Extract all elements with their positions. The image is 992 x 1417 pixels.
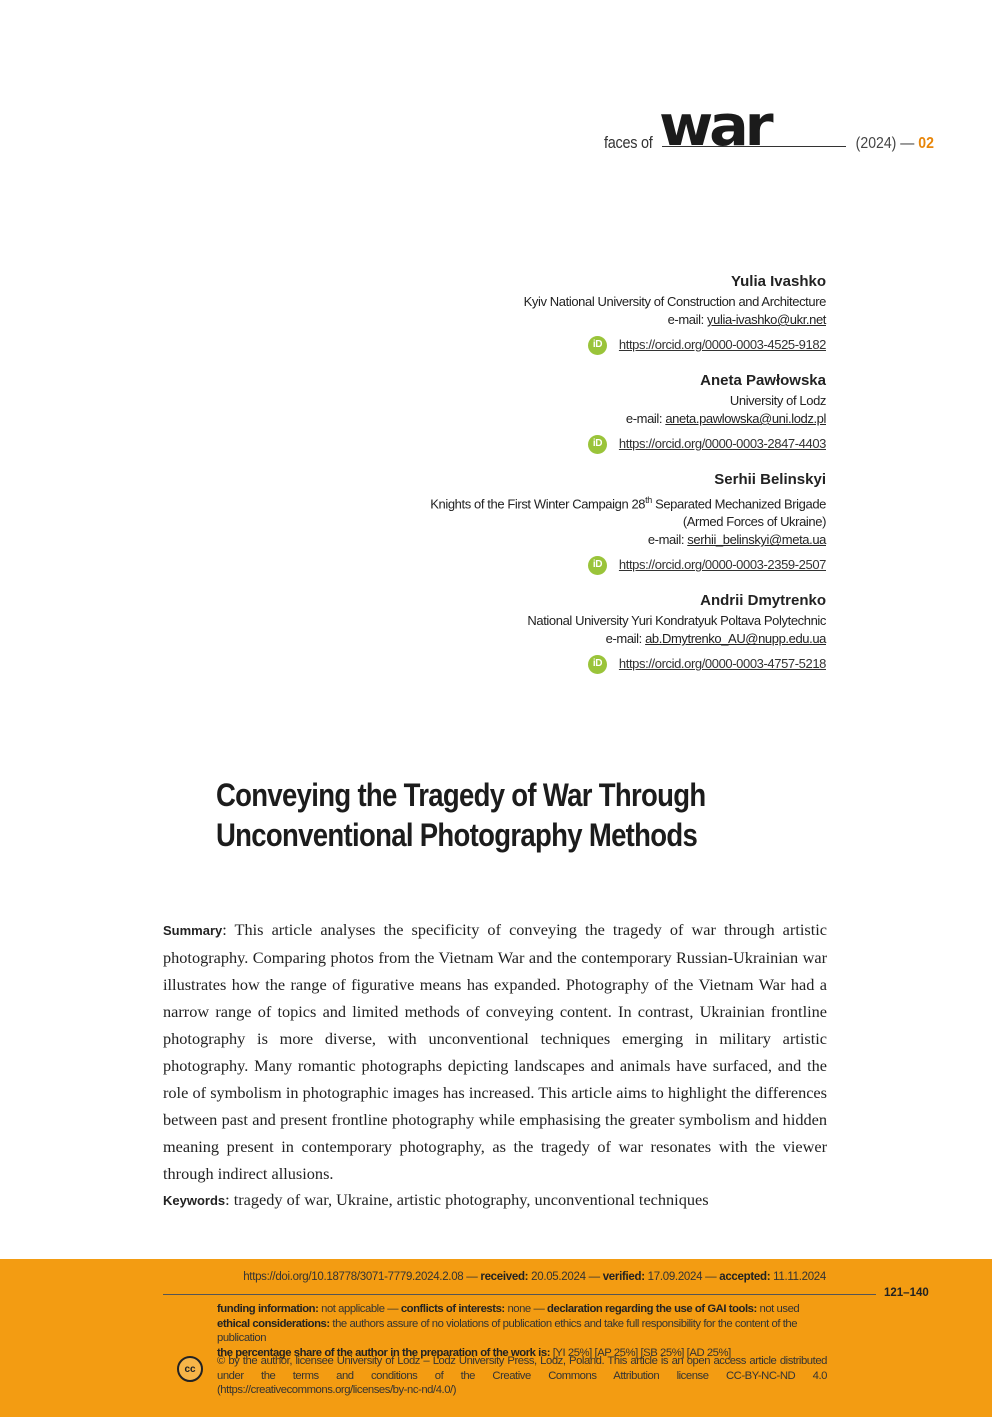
- email-label: e-mail:: [647, 532, 685, 548]
- page-range: 121–140: [884, 1287, 929, 1299]
- author-name: Andrii Dmytrenko: [700, 592, 826, 610]
- author-email-link[interactable]: aneta.pawlowska@uni.lodz.pl: [665, 411, 826, 426]
- author-orcid-link[interactable]: https://orcid.org/0000-0003-4757-5218: [618, 656, 826, 672]
- verified-date: 17.09.2024: [647, 1271, 703, 1283]
- author-affiliation: Kyiv National University of Construction and Architecture: [523, 294, 826, 309]
- orcid-icon: iD: [588, 556, 607, 575]
- declarations-line: funding information: not applicable — conflicts of interests: none — declaration regarding the use of GAI tools: not used: [217, 1303, 800, 1315]
- article-title-line: Unconventional Photography Methods: [216, 817, 698, 853]
- author-affiliation: Knights of the First Winter Campaign 28th Separated Mechanized Brigade: [430, 495, 826, 512]
- orcid-icon: iD: [588, 435, 607, 454]
- article-title: [216, 775, 732, 855]
- copyright-notice: © by the author, licensee University of Lodz – Lodz University Press, Lodz, Poland. This article is an open access article distributed under the terms and conditions of the Creative Commons Attribution license CC-BY-NC-ND 4.0 (https://creativecommons.org/licenses/by-nc-nd/4.0/): [217, 1355, 827, 1396]
- author-affiliation: National University Yuri Kondratyuk Poltava Polytechnic: [527, 613, 826, 629]
- author-entry: [306, 590, 826, 675]
- author-entry: [306, 370, 826, 455]
- author-orcid-link[interactable]: https://orcid.org/0000-0003-2847-4403: [618, 436, 826, 451]
- author-email-link[interactable]: yulia-ivashko@ukr.net: [707, 312, 826, 327]
- summary-text: : This article analyses the specificity of conveying the tragedy of war through artistic photography. Comparing photos from the Vietnam War and the contemporary Russian-Ukrainian war illustrates how the range of figurative means has expanded. Photography of the Vietnam War had a narrow range of topics and limited methods of conveying content. In contrast, Ukrainian frontline photography is more diverse, with unconventional techniques emerging in military artistic photography. Many romantic photographs depicting landscapes and animals have surfaced, and the role of symbolism in photographic images has increased. This article aims to highlight the differences between past and present frontline photography while emphasising the greater symbolism and hidden meaning present in contemporary photography, as the tragedy of war resonates with the viewer through indirect allusions.: [163, 920, 827, 1183]
- orcid-icon: iD: [588, 336, 607, 355]
- author-email-link[interactable]: ab.Dmytrenko_AU@nupp.edu.ua: [645, 631, 826, 647]
- journal-name-prefix: faces of: [604, 133, 653, 152]
- orcid-icon: iD: [588, 655, 607, 674]
- keywords-line: [163, 1188, 827, 1213]
- author-share-line: the percentage share of the author in the preparation of the work is: [YI 25%] [AP 25%] [SB 25%] [AD 25%]: [217, 1346, 731, 1359]
- summary-label: Summary: [163, 923, 223, 938]
- author-email-line: [306, 311, 826, 329]
- email-label: e-mail:: [625, 411, 663, 426]
- footer-rule: [163, 1294, 876, 1295]
- author-email-link[interactable]: serhii_belinskyi@meta.ua: [687, 532, 826, 548]
- author-name: Yulia Ivashko: [730, 273, 826, 290]
- article-footer: [0, 1259, 992, 1417]
- author-affiliation: University of Lodz: [729, 393, 826, 408]
- author-email-line: [306, 410, 826, 428]
- author-name: Aneta Pawłowska: [700, 372, 826, 389]
- issue-number: 02: [918, 135, 934, 152]
- creative-commons-icon: cc: [177, 1356, 203, 1382]
- author-orcid-line: [306, 554, 826, 576]
- summary-paragraph: [163, 916, 827, 1187]
- ethical-line: ethical considerations: the authors assure of no violations of publication ethics and take full responsibility for the content of the publication: [217, 1317, 798, 1344]
- accepted-date: 11.11.2024: [773, 1271, 826, 1283]
- author-entry: [306, 271, 826, 356]
- received-date: 20.05.2024: [531, 1271, 586, 1283]
- author-email-line: [306, 630, 826, 648]
- journal-header: [604, 94, 934, 159]
- declarations-block: [217, 1302, 827, 1360]
- author-orcid-line: [306, 653, 826, 675]
- email-label: e-mail:: [667, 312, 704, 327]
- author-name: Serhii Belinskyi: [714, 471, 826, 488]
- article-title-line: Conveying the Tragedy of War Through: [216, 777, 706, 813]
- author-entry: [306, 469, 826, 576]
- issue-info: [856, 135, 934, 153]
- author-orcid-line: [306, 334, 826, 356]
- publication-dates: https://doi.org/10.18778/3071-7779.2024.2.08 — received: 20.05.2024 — verified: 17.09.2024 — accepted: 11.11.2024: [243, 1271, 826, 1283]
- author-orcid-line: [306, 433, 826, 455]
- email-label: e-mail:: [605, 631, 642, 647]
- author-orcid-link[interactable]: https://orcid.org/0000-0003-2359-2507: [618, 557, 826, 573]
- doi-link[interactable]: https://doi.org/10.18778/3071-7779.2024.2.08: [243, 1271, 464, 1283]
- author-email-line: [306, 531, 826, 549]
- author-orcid-link[interactable]: https://orcid.org/0000-0003-4525-9182: [618, 337, 826, 352]
- journal-name-logo: war: [659, 94, 770, 159]
- header-rule: [662, 146, 846, 147]
- keywords-label: Keywords: [163, 1193, 226, 1208]
- authors-block: [306, 271, 826, 689]
- issue-year: (2024) —: [855, 135, 915, 152]
- keywords-text: : tragedy of war, Ukraine, artistic photography, unconventional techniques: [225, 1190, 709, 1209]
- author-affiliation-line2: (Armed Forces of Ukraine): [682, 514, 826, 530]
